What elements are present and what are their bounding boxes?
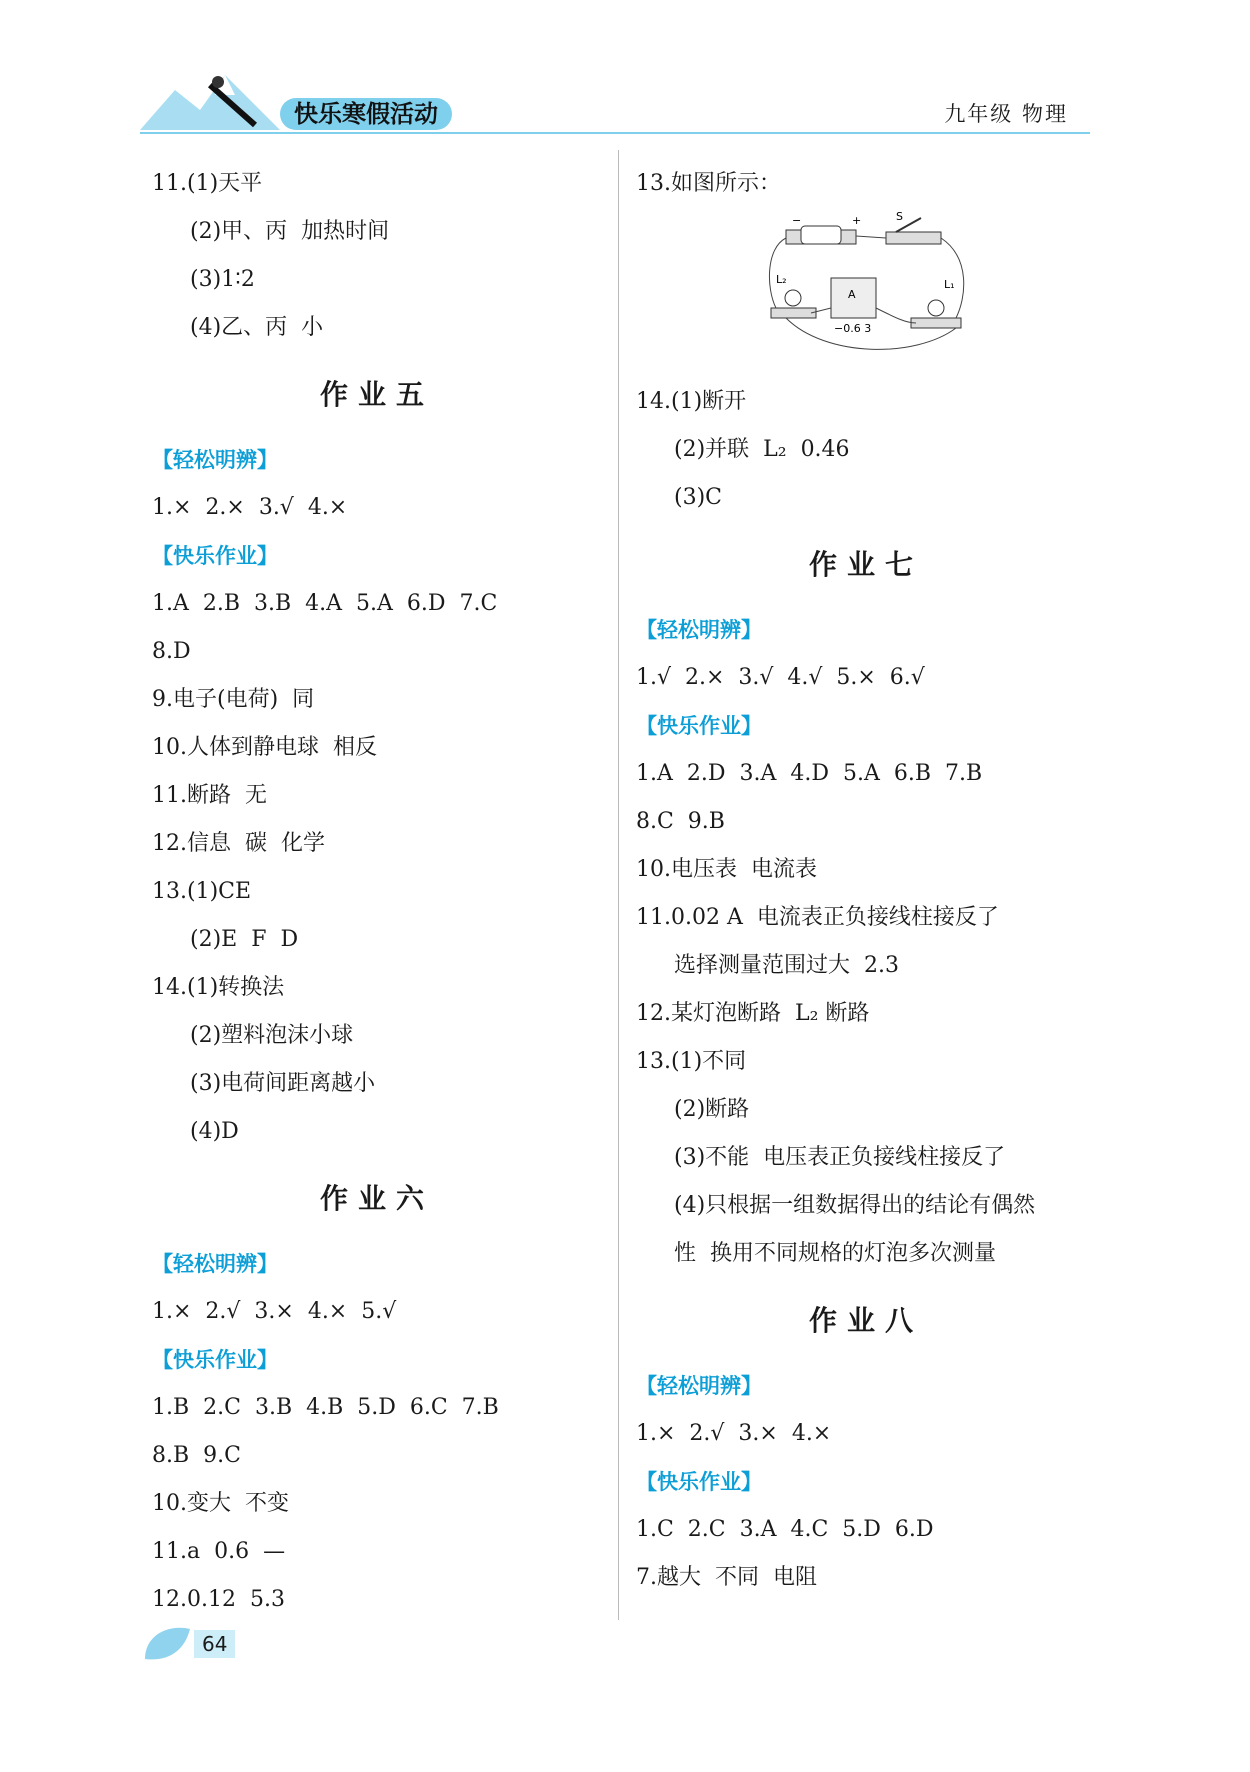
answer-line: (3)不能 电压表正负接线柱接反了 [674,1145,1006,1170]
answer-line: 7.越大 不同 电阻 [636,1565,817,1590]
tag-easy: 【轻松明辨】 [152,1252,278,1276]
section-title-hw8: 作业八 [808,1304,923,1337]
answer-line: 9.电子(电荷) 同 [152,687,315,712]
answer-line: (2)E F D [190,927,299,952]
answer-line: 1.B 2.C 3.B 4.B 5.D 6.C 7.B [152,1395,499,1420]
answer-line: 10.人体到静电球 相反 [152,735,377,760]
section-title-hw7: 作业七 [808,548,923,581]
answer-line: 12.0.12 5.3 [152,1587,285,1612]
answer-line: (3)C [674,485,722,510]
section-title-hw6: 作业六 [319,1182,434,1215]
answer-line: (4)D [190,1119,239,1144]
tag-happy: 【快乐作业】 [636,1470,762,1494]
left-column [152,160,602,1624]
tag-happy: 【快乐作业】 [636,714,762,738]
tag-easy: 【轻松明辨】 [152,448,278,472]
header-title: 快乐寒假活动 [280,98,452,130]
battery-neg-label: − [792,214,802,227]
right-column [636,160,1096,1602]
answer-line: 1.C 2.C 3.A 4.C 5.D 6.D [636,1517,934,1542]
leaf-icon [140,1624,200,1664]
answer-line: 11.a 0.6 — [152,1539,286,1564]
answer-line: 11.(1)天平 [152,171,263,196]
answer-line: 性 换用不同规格的灯泡多次测量 [674,1241,996,1266]
header-rule [140,132,1090,134]
answer-line: (3)1∶2 [190,267,255,292]
lamp-l2-label: L₂ [776,273,787,286]
answer-line: 选择测量范围过大 2.3 [674,953,899,978]
tag-happy: 【快乐作业】 [152,544,278,568]
section-title-hw5: 作业五 [319,378,434,411]
answer-line: 1.× 2.√ 3.× 4.× [636,1421,832,1446]
answer-line: 8.C 9.B [636,809,725,834]
answer-line: 11.0.02 A 电流表正负接线柱接反了 [636,905,999,930]
answer-line: 1.× 2.√ 3.× 4.× 5.√ [152,1299,397,1324]
mountain-skier-icon [140,70,280,130]
tag-easy: 【轻松明辨】 [636,1374,762,1398]
answer-line: (2)塑料泡沫小球 [190,1023,354,1048]
answer-line: 14.(1)断开 [636,389,747,414]
answer-line: (2)甲、丙 加热时间 [190,219,390,244]
battery-pos-label: + [852,214,862,227]
page-number-text: 64 [194,1630,235,1658]
answer-line: 13.(1)CE [152,879,252,904]
circuit-diagram-svg [766,208,976,368]
answer-line: 1.A 2.D 3.A 4.D 5.A 6.B 7.B [636,761,983,786]
answer-line: 10.电压表 电流表 [636,857,817,882]
answer-line: 1.√ 2.× 3.√ 4.√ 5.× 6.√ [636,665,925,690]
answer-line: 8.D [152,639,191,664]
answer-line: (2)断路 [674,1097,750,1122]
column-divider [618,150,619,1620]
tag-easy: 【轻松明辨】 [636,618,762,642]
answer-line: 1.× 2.× 3.√ 4.× [152,495,348,520]
answer-line: 14.(1)转换法 [152,975,285,1000]
answer-line: 13.(1)不同 [636,1049,747,1074]
circuit-diagram [636,208,1096,378]
answer-line: 1.A 2.B 3.B 4.A 5.A 6.D 7.C [152,591,498,616]
lamp-l1-label: L₁ [944,278,955,291]
page-header [140,70,1090,130]
answer-line: 10.变大 不变 [152,1491,289,1516]
answer-line: 12.信息 碳 化学 [152,831,325,856]
answer-line: 8.B 9.C [152,1443,241,1468]
tag-happy: 【快乐作业】 [152,1348,278,1372]
ammeter-label: A [848,288,856,301]
switch-label: S [896,210,903,223]
answer-line: (4)只根据一组数据得出的结论有偶然 [674,1193,1036,1218]
answer-line: (2)并联 L₂ 0.46 [674,437,850,462]
answer-line: (4)乙、丙 小 [190,315,324,340]
answer-line: (3)电荷间距离越小 [190,1071,376,1096]
ammeter-scale-label: −0.6 3 [834,322,872,335]
answer-line: 13.如图所示： [636,171,781,196]
answer-line: 12.某灯泡断路 L₂ 断路 [636,1001,870,1026]
grade-subject: 九年级 物理 [944,102,1068,126]
answer-line: 11.断路 无 [152,783,267,808]
